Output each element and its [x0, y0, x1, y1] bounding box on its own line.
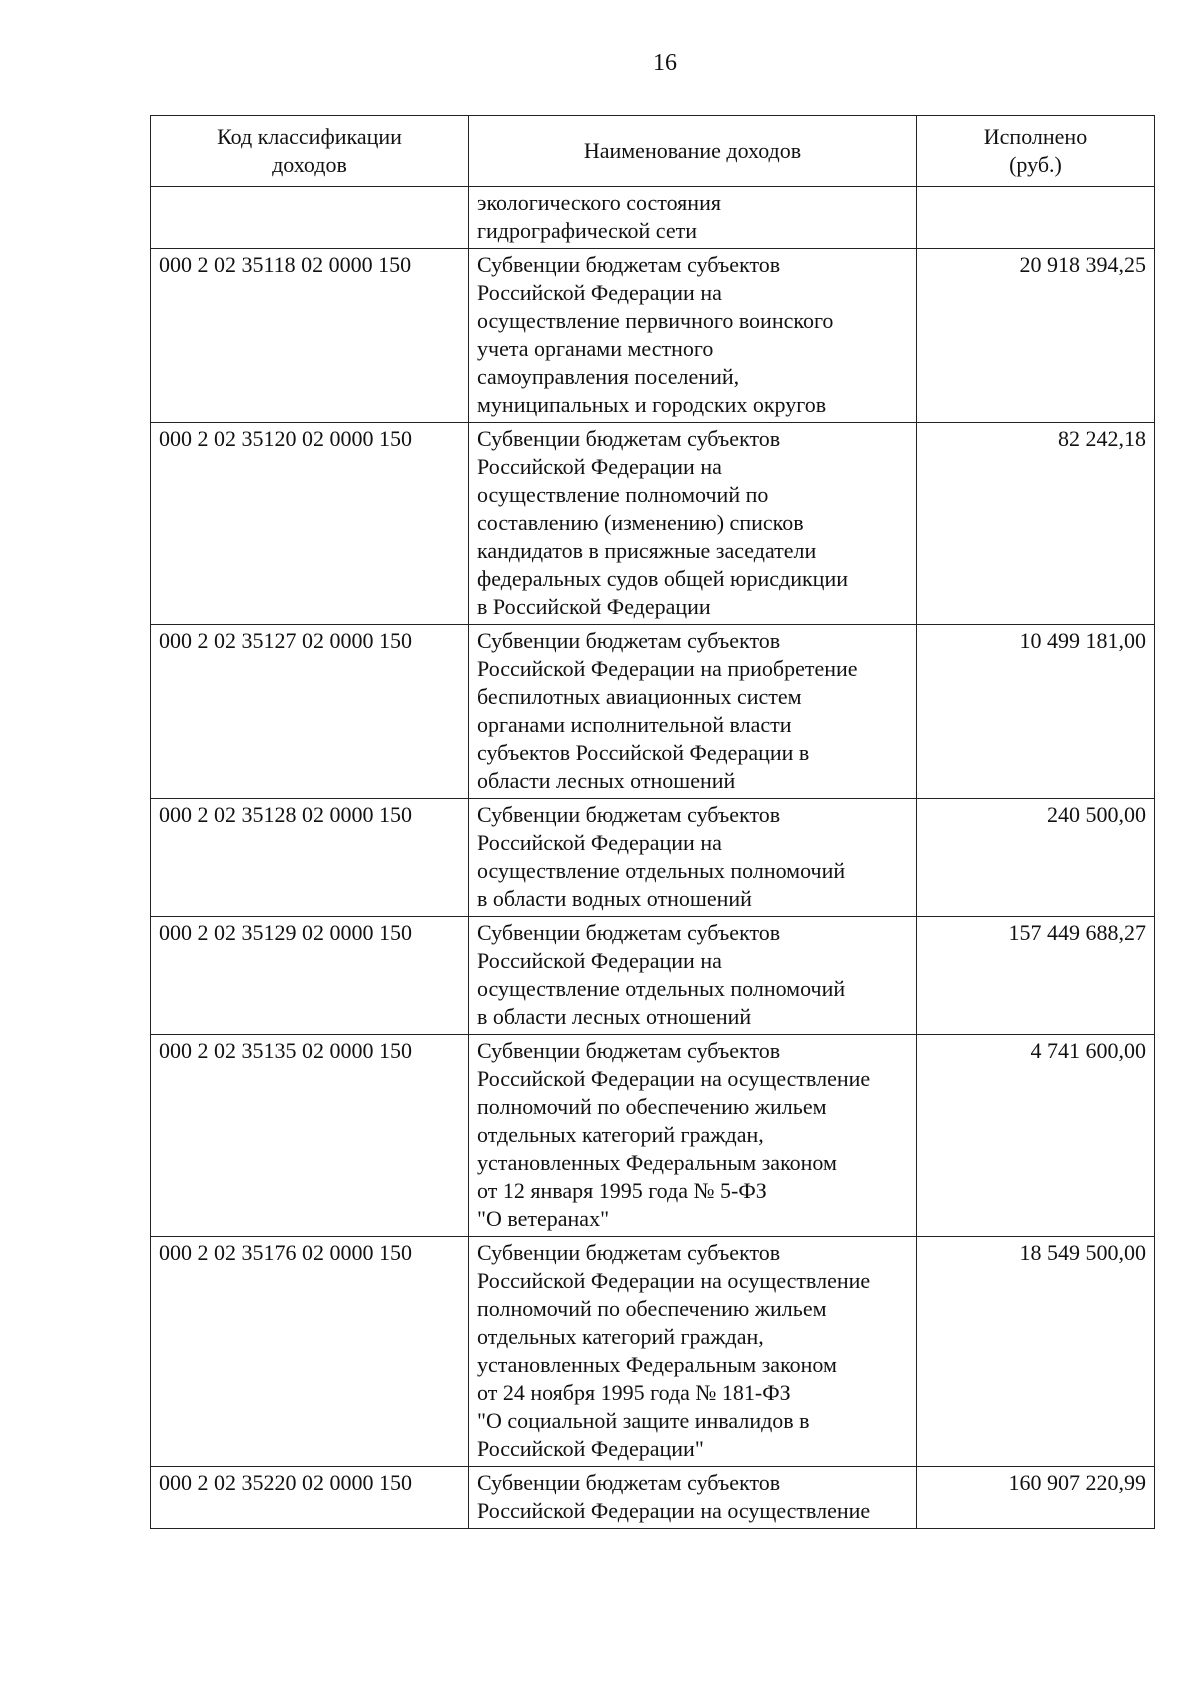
income-name-line: отдельных категорий граждан, — [477, 1324, 764, 1349]
executed-amount: 10 499 181,00 — [917, 625, 1155, 799]
income-name-line: составлению (изменению) списков — [477, 510, 804, 535]
income-name-line: в области лесных отношений — [477, 1004, 752, 1029]
header-amount-line: Исполнено — [983, 124, 1088, 149]
executed-amount — [917, 187, 1155, 249]
income-name — [469, 917, 917, 1035]
income-name-line: Субвенции бюджетам субъектов — [477, 920, 781, 945]
income-name-line: Субвенции бюджетам субъектов — [477, 1470, 781, 1495]
income-name-line: в Российской Федерации — [477, 594, 711, 619]
income-name-line: отдельных категорий граждан, — [477, 1122, 764, 1147]
classification-code: 000 2 02 35118 02 0000 150 — [151, 249, 469, 423]
table-row — [151, 187, 1155, 249]
table-row — [151, 423, 1155, 625]
header-amount-line: (руб.) — [1009, 152, 1062, 177]
income-name-line: Российской Федерации" — [477, 1436, 704, 1461]
income-name-line: Субвенции бюджетам субъектов — [477, 252, 781, 277]
income-name-line: Российской Федерации на осуществление — [477, 1066, 871, 1091]
table-body — [151, 187, 1155, 1529]
income-name-line: самоуправления поселений, — [477, 364, 740, 389]
header-name-line: Наименование доходов — [583, 138, 802, 163]
income-name-line: осуществление первичного воинского — [477, 308, 834, 333]
income-name-line: в области водных отношений — [477, 886, 752, 911]
income-name-line: осуществление отдельных полномочий — [477, 976, 846, 1001]
income-name — [469, 423, 917, 625]
executed-amount: 4 741 600,00 — [917, 1035, 1155, 1237]
table-row — [151, 625, 1155, 799]
classification-code: 000 2 02 35129 02 0000 150 — [151, 917, 469, 1035]
income-name-line: Субвенции бюджетам субъектов — [477, 1038, 781, 1063]
income-name-line: установленных Федеральным законом — [477, 1150, 837, 1175]
income-name-line: федеральных судов общей юрисдикции — [477, 566, 849, 591]
income-name-line: беспилотных авиационных систем — [477, 684, 802, 709]
income-name-line: осуществление отдельных полномочий — [477, 858, 846, 883]
table-row — [151, 917, 1155, 1035]
executed-amount: 18 549 500,00 — [917, 1237, 1155, 1467]
income-name-line: Субвенции бюджетам субъектов — [477, 628, 781, 653]
income-name-line: Субвенции бюджетам субъектов — [477, 1240, 781, 1265]
income-name-line: полномочий по обеспечению жильем — [477, 1094, 827, 1119]
classification-code: 000 2 02 35127 02 0000 150 — [151, 625, 469, 799]
header-code-line: Код классификации — [217, 124, 402, 149]
classification-code: 000 2 02 35135 02 0000 150 — [151, 1035, 469, 1237]
income-name — [469, 187, 917, 249]
table-row — [151, 1467, 1155, 1529]
table-header-row — [151, 116, 1155, 187]
income-name-line: Российской Федерации на — [477, 948, 722, 973]
table-row — [151, 249, 1155, 423]
header-amount — [917, 116, 1155, 187]
header-code-line: доходов — [272, 152, 347, 177]
income-name-line: учета органами местного — [477, 336, 714, 361]
income-name-line: Субвенции бюджетам субъектов — [477, 802, 781, 827]
executed-amount: 240 500,00 — [917, 799, 1155, 917]
income-name-line: полномочий по обеспечению жильем — [477, 1296, 827, 1321]
income-name — [469, 249, 917, 423]
income-name-line: гидрографической сети — [477, 218, 697, 243]
table-row — [151, 799, 1155, 917]
income-name-line: осуществление полномочий по — [477, 482, 769, 507]
page-number: 16 — [653, 50, 677, 76]
executed-amount: 157 449 688,27 — [917, 917, 1155, 1035]
header-code — [151, 116, 469, 187]
executed-amount: 160 907 220,99 — [917, 1467, 1155, 1529]
income-name-line: Российской Федерации на приобретение — [477, 656, 858, 681]
income-name-line: Российской Федерации на — [477, 830, 722, 855]
classification-code: 000 2 02 35220 02 0000 150 — [151, 1467, 469, 1529]
income-name-line: Субвенции бюджетам субъектов — [477, 426, 781, 451]
income-name — [469, 1237, 917, 1467]
table-row — [151, 1035, 1155, 1237]
income-name-line: области лесных отношений — [477, 768, 736, 793]
executed-amount: 82 242,18 — [917, 423, 1155, 625]
income-name-line: от 24 ноября 1995 года № 181-ФЗ — [477, 1380, 791, 1405]
header-name — [469, 116, 917, 187]
income-name-line: Российской Федерации на — [477, 454, 722, 479]
income-name-line: кандидатов в присяжные заседатели — [477, 538, 817, 563]
income-name-line: Российской Федерации на — [477, 280, 722, 305]
income-name-line: "О ветеранах" — [477, 1206, 610, 1231]
income-name-line: субъектов Российской Федерации в — [477, 740, 810, 765]
income-name — [469, 799, 917, 917]
classification-code: 000 2 02 35120 02 0000 150 — [151, 423, 469, 625]
classification-code — [151, 187, 469, 249]
classification-code: 000 2 02 35176 02 0000 150 — [151, 1237, 469, 1467]
table-row — [151, 1237, 1155, 1467]
executed-amount: 20 918 394,25 — [917, 249, 1155, 423]
income-name — [469, 625, 917, 799]
income-name-line: органами исполнительной власти — [477, 712, 792, 737]
income-name-line: от 12 января 1995 года № 5-ФЗ — [477, 1178, 767, 1203]
classification-code: 000 2 02 35128 02 0000 150 — [151, 799, 469, 917]
income-name-line: "О социальной защите инвалидов в — [477, 1408, 810, 1433]
income-name-line: Российской Федерации на осуществление — [477, 1268, 871, 1293]
income-name-line: экологического состояния — [477, 190, 721, 215]
income-name — [469, 1467, 917, 1529]
income-name-line: Российской Федерации на осуществление — [477, 1498, 871, 1523]
income-name — [469, 1035, 917, 1237]
income-table — [150, 115, 1155, 1529]
income-name-line: установленных Федеральным законом — [477, 1352, 837, 1377]
income-name-line: муниципальных и городских округов — [477, 392, 827, 417]
